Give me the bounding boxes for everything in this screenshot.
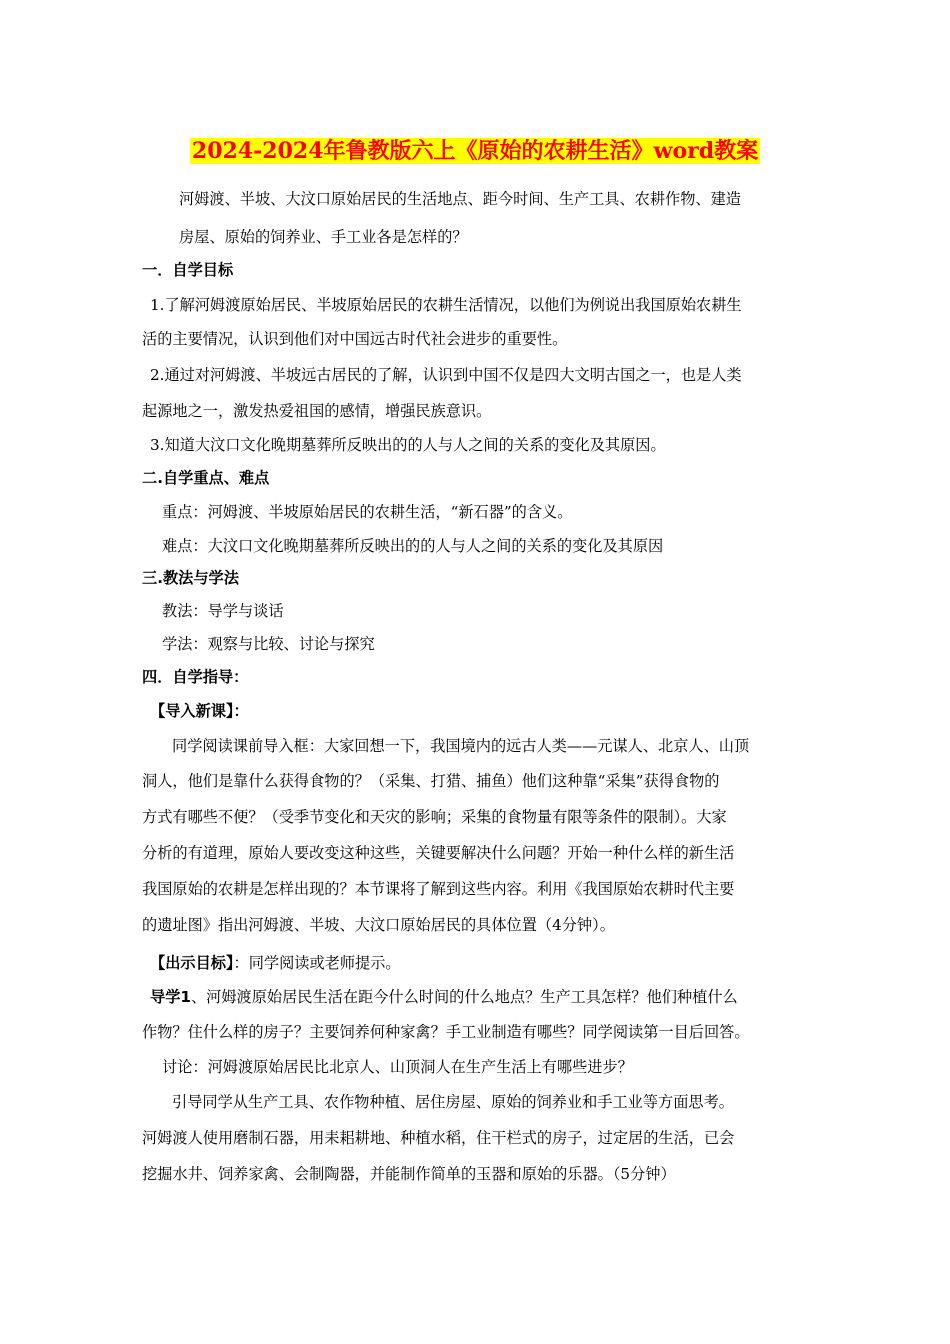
s1-line-4: 起源地之一，激发热爱祖国的感情，增强民族意识。 xyxy=(142,402,492,420)
goal-text: ：同学阅读或老师提示。 xyxy=(233,954,401,972)
s1-line-5: 3.知道大汶口文化晚期墓葬所反映出的的人与人之间的关系的变化及其原因。 xyxy=(150,436,666,454)
answer-line-2: 河姆渡人使用磨制石器，用耒耜耕地、种植水稻，住干栏式的房子，过定居的生活，已会 xyxy=(142,1129,735,1147)
section-1-heading: 一．自学目标 xyxy=(142,261,234,279)
guide1-label: 导学1 xyxy=(150,988,191,1006)
document-title: 2024-2024年鲁教版六上《原始的农耕生活》word教案 xyxy=(191,138,759,164)
s4-intro-line-3: 方式有哪些不便？（受季节变化和天灾的影响；采集的食物量有限等条件的限制）。大家 xyxy=(142,808,727,826)
intro-label: 【导入新课】： xyxy=(150,702,249,720)
section-4-heading: 四．自学指导： xyxy=(142,668,249,686)
s2-line-1: 重点：河姆渡、半坡原始居民的农耕生活，“新石器”的含义。 xyxy=(162,503,573,521)
s1-line-3: 2.通过对河姆渡、半坡远古居民的了解，认识到中国不仅是四大文明古国之一，也是人类 xyxy=(150,366,742,384)
guide1-text-1: 、河姆渡原始居民生活在距今什么时间的什么地点？生产工具怎样？他们种植什么 xyxy=(190,988,738,1006)
discussion-line: 讨论：河姆渡原始居民比北京人、山顶洞人在生产生活上有哪些进步？ xyxy=(162,1058,633,1076)
s4-intro-line-2: 洞人，他们是靠什么获得食物的？（采集、打猎、捕鱼）他们这种靠“采集”获得食物的 xyxy=(142,772,720,790)
section-3-heading: 三.教法与学法 xyxy=(142,569,239,587)
s4-intro-line-6: 的遗址图》指出河姆渡、半坡、大汶口原始居民的具体位置（4分钟）。 xyxy=(142,916,615,934)
guide1-line-2: 作物？住什么样的房子？主要饲养何种家禽？手工业制造有哪些？同学阅读第一目后回答。 xyxy=(142,1023,750,1041)
answer-line-1: 引导同学从生产工具、农作物种植、居住房屋、原始的饲养业和手工业等方面思考。 xyxy=(172,1093,734,1111)
goal-line xyxy=(150,952,401,974)
section-2-heading: 二.自学重点、难点 xyxy=(142,469,270,487)
s1-line-2: 活的主要情况，认识到他们对中国远古时代社会进步的重要性。 xyxy=(142,330,568,348)
s1-line-1: 1.了解河姆渡原始居民、半坡原始居民的农耕生活情况，以他们为例说出我国原始农耕生 xyxy=(150,296,742,314)
answer-line-3: 挖掘水井、饲养家禽、会制陶器，并能制作简单的玉器和原始的乐器。（5分钟） xyxy=(142,1165,676,1183)
s3-line-2: 学法：观察与比较、讨论与探究 xyxy=(162,635,375,653)
s2-line-2: 难点：大汶口文化晚期墓葬所反映出的的人与人之间的关系的变化及其原因 xyxy=(162,537,664,555)
guide1-line-1 xyxy=(150,986,738,1008)
s3-line-1: 教法：导学与谈话 xyxy=(162,602,284,620)
goal-label: 【出示目标】 xyxy=(150,954,234,972)
intro-line-1: 河姆渡、半坡、大汶口原始居民的生活地点、距今时间、生产工具、农耕作物、建造 xyxy=(179,190,741,208)
s4-intro-line-4: 分析的有道理，原始人要改变这种这些，关键要解决什么问题？开始一种什么样的新生活 xyxy=(142,844,735,862)
title-wrap xyxy=(0,136,950,166)
s4-intro-line-5: 我国原始的农耕是怎样出现的？本节课将了解到这些内容。利用《我国原始农耕时代主要 xyxy=(142,880,735,898)
s4-intro-line-1: 同学阅读课前导入框：大家回想一下，我国境内的远古人类——元谋人、北京人、山顶 xyxy=(172,737,750,755)
intro-line-2: 房屋、原始的饲养业、手工业各是怎样的？ xyxy=(179,228,468,246)
